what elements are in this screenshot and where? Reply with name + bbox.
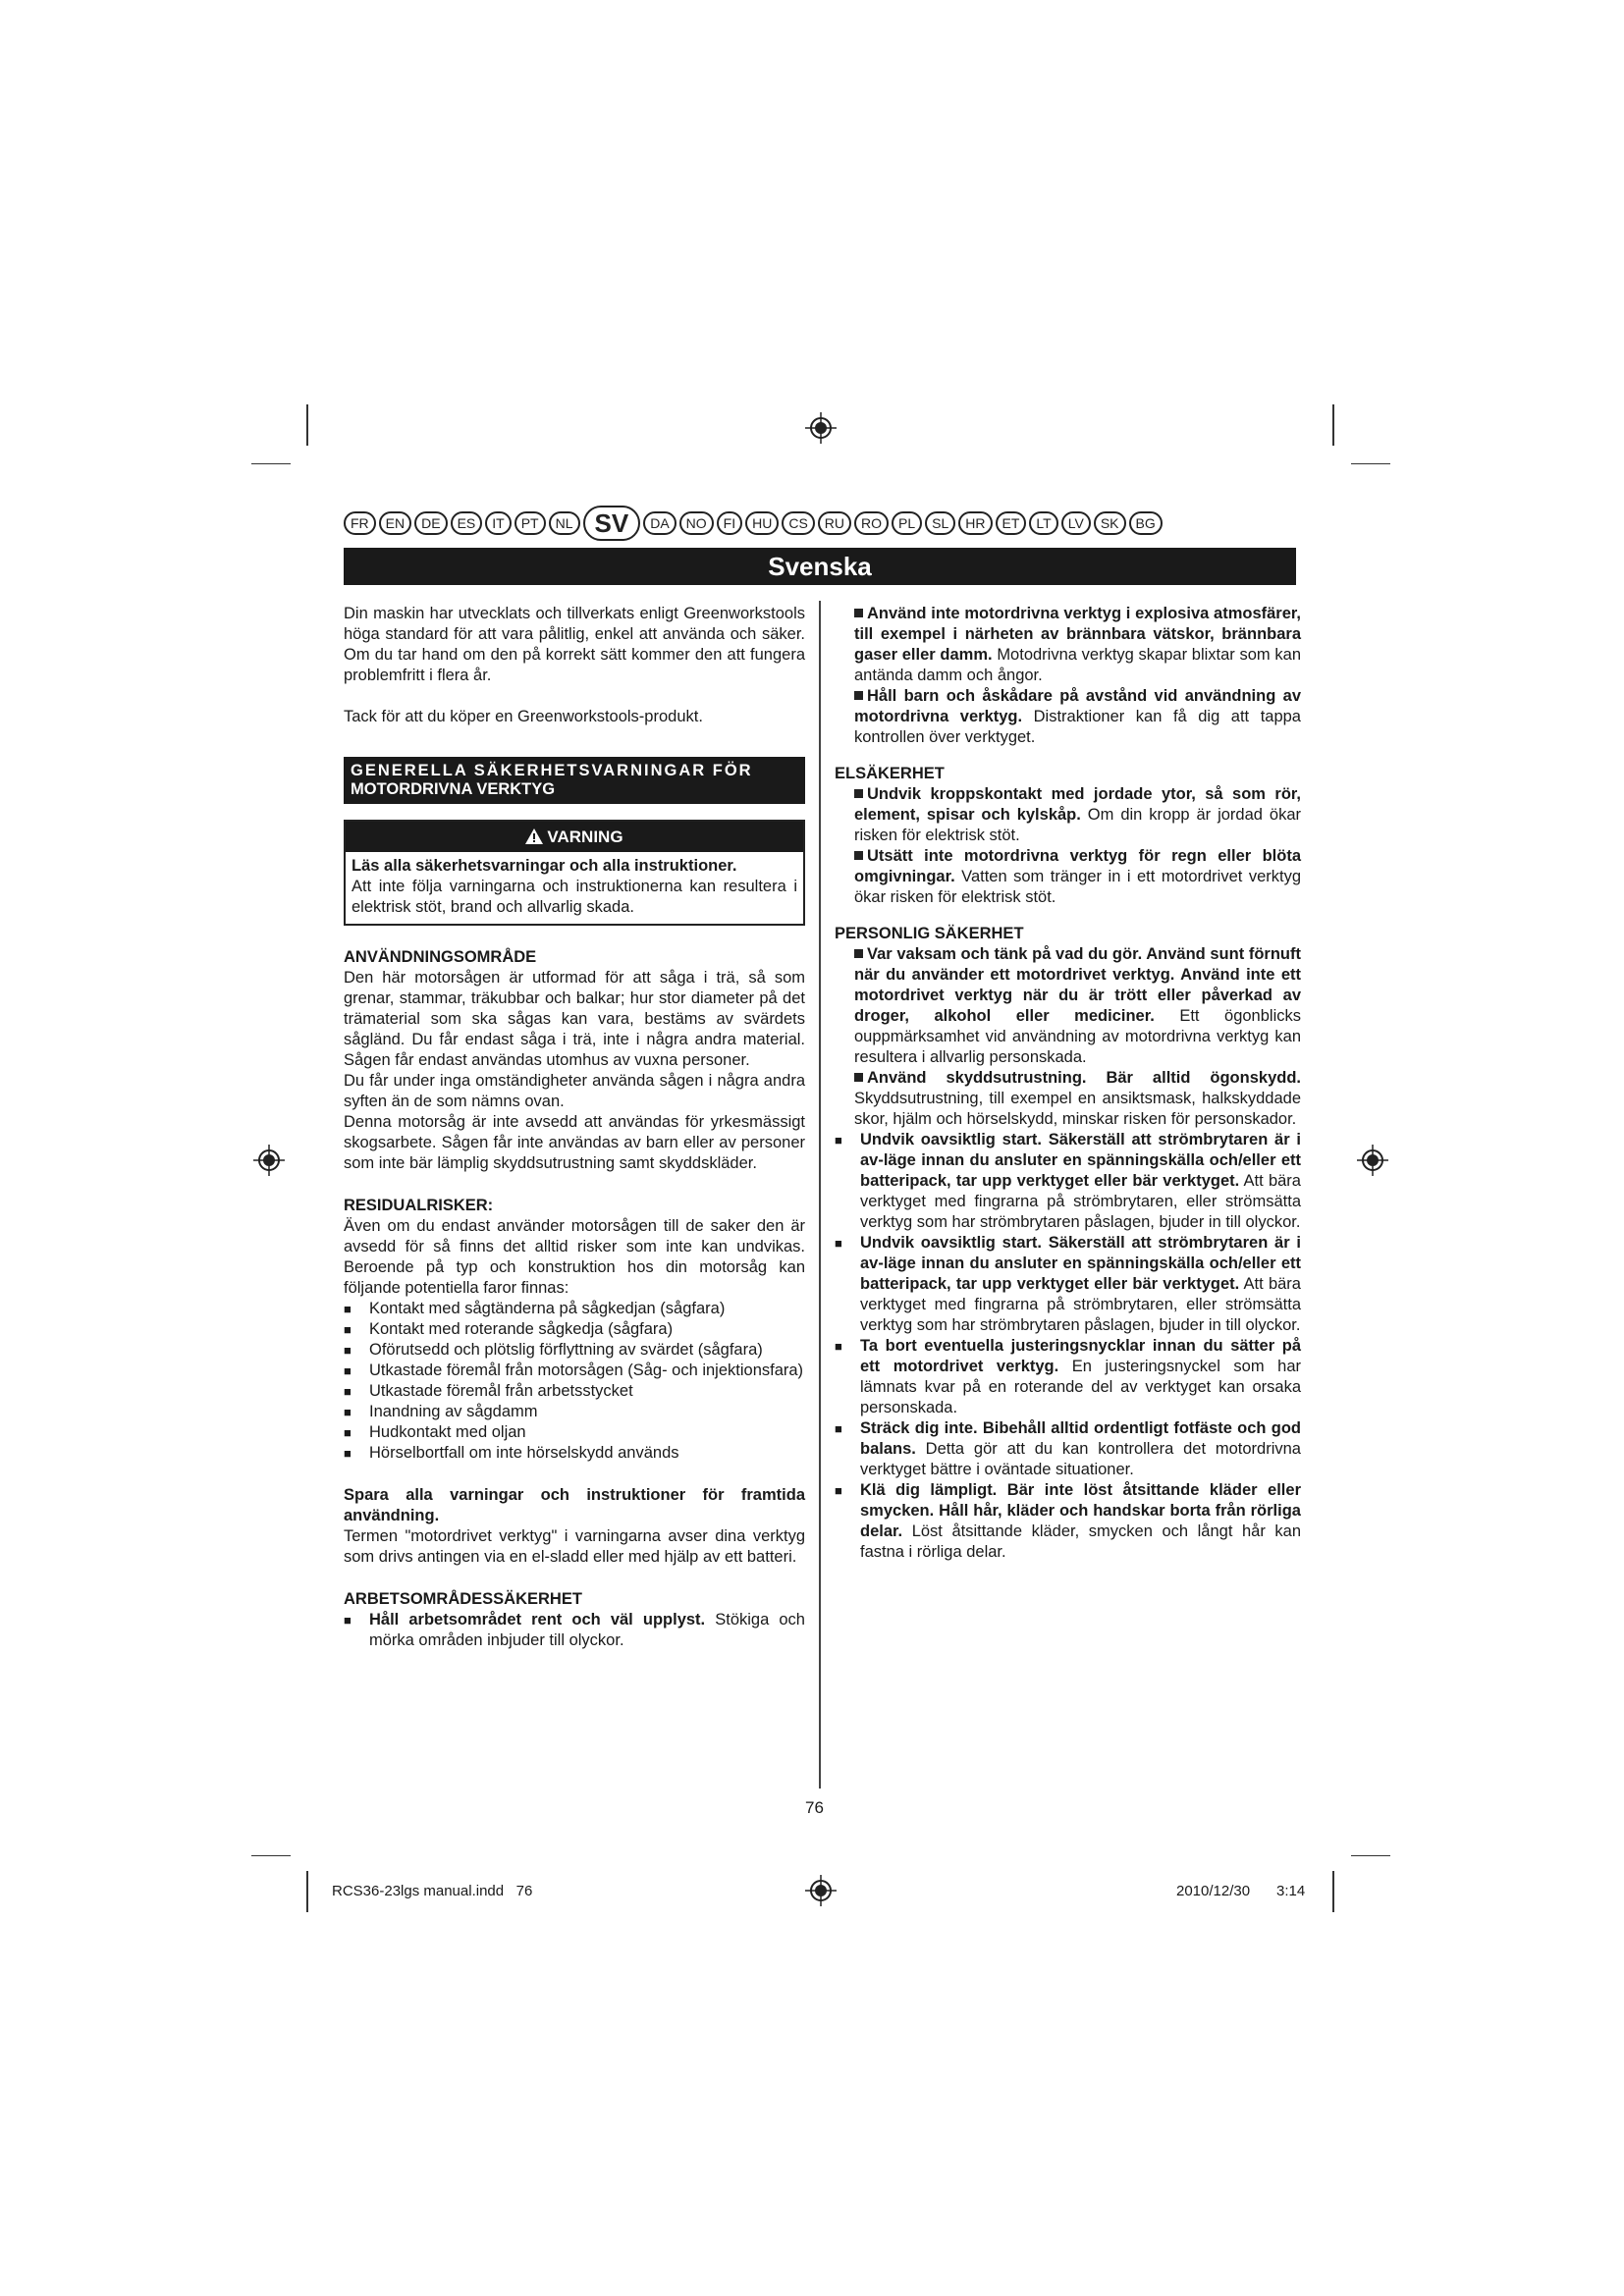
footer-file-name: RCS36-23lgs manual.indd 76 (332, 1883, 533, 1899)
item-bold: Var vaksam och tänk på vad du gör. Använd sunt förnuft när du använder ett motordrivet verktyg. Använd inte ett motordrivet verktyg när du är trött eller påverkad av droger, alkohol eller mediciner. (854, 945, 1301, 1025)
language-selector (344, 507, 1296, 540)
electrical-heading: ELSÄKERHET (835, 765, 945, 782)
bullet-icon: ■ (344, 1613, 352, 1628)
list-item (835, 846, 1301, 908)
language-tab[interactable]: HU (745, 511, 779, 535)
item-text: Om din kropp är jordad ökar risken för elektrisk stöt. (854, 806, 1301, 844)
right-column (835, 604, 1301, 1563)
bullet-icon: ■ (344, 1405, 352, 1419)
crop-mark (1351, 463, 1390, 464)
list-item (835, 1233, 1301, 1336)
bullet-icon: ■ (344, 1322, 352, 1337)
item-text: Distraktioner kan få dig att tappa kontrollen över verktyget. (854, 708, 1301, 746)
crop-mark (1351, 1855, 1390, 1856)
item-text: Att bära verktyget med fingrarna på strömbrytaren, eller strömsätta verktyg som har strömbrytaren påslagen, bjuder in till olyckor. (860, 1172, 1301, 1231)
list-item (835, 784, 1301, 846)
language-tab[interactable]: LV (1061, 511, 1091, 535)
registration-mark-icon (1357, 1145, 1388, 1176)
left-column (344, 604, 805, 1651)
bullet-icon (854, 691, 863, 700)
language-tab[interactable]: RU (818, 511, 851, 535)
bullet-icon: ■ (344, 1425, 352, 1440)
footer-date: 2010/12/30 (1176, 1883, 1251, 1899)
language-tab-active[interactable]: SV (583, 506, 641, 541)
registration-mark-icon (805, 1875, 837, 1906)
item-bold: Använd inte motordrivna verktyg i explosiva atmosfärer, till exempel i närheten av brännbara vätskor, brännbara gaser eller damm. (854, 605, 1301, 664)
list-item: ■ Kontakt med sågtänderna på sågkedjan (sågfara) (344, 1300, 726, 1317)
usage-heading: ANVÄNDNINGSOMRÅDE (344, 948, 537, 966)
item-text: En justeringsnyckel som har lämnats kvar på en roterande del av verktyget kan orsaka personskada. (860, 1358, 1301, 1416)
section-heading-line: MOTORDRIVNA VERKTYG (351, 780, 556, 798)
page-title: Svenska (344, 548, 1296, 585)
item-bold: Undvik kroppskontakt med jordade ytor, så som rör, element, spisar och kylskåp. (854, 785, 1301, 824)
language-tab[interactable]: RO (854, 511, 889, 535)
column-divider (819, 601, 821, 1789)
list-item (835, 1418, 1301, 1480)
language-tab[interactable]: EN (379, 511, 411, 535)
save-heading: Spara alla varningar och instruktioner för framtida användning. (344, 1486, 805, 1524)
list-item (835, 1336, 1301, 1418)
usage-paragraph: Den här motorsågen är utformad för att såga i trä, så som grenar, stammar, träkubbar och balkar; hur stor diameter på det trämaterial som ska sågas kan vara, bestäms av svärdets sågländ. Du får endast såga i trä, inte i några andra material. Sågen får endast användas utomhus av vuxna personer. (344, 969, 805, 1069)
bullet-icon (854, 851, 863, 860)
list-item: ■ Kontakt med roterande sågkedja (sågfara) (344, 1320, 674, 1338)
list-item: ■ Inandning av sågdamm (344, 1403, 538, 1420)
list-item (835, 1130, 1301, 1233)
warning-text: Att inte följa varningarna och instruktionerna kan resultera i elektrisk stöt, brand och allvarlig skada. (352, 878, 797, 916)
save-paragraph: Termen "motordrivet verktyg" i varningarna avser dina verktyg som drivs antingen via en el-sladd eller med hjälp av ett batteri. (344, 1527, 805, 1566)
bullet-icon: ■ (835, 1339, 842, 1354)
item-text: Att bära verktyget med fingrarna på strömbrytaren, eller strömsätta verktyg som har strömbrytaren påslagen, bjuder in till olyckor. (860, 1275, 1301, 1334)
registration-mark-icon (805, 412, 837, 444)
page-number: 76 (805, 1798, 824, 1817)
item-bold: Håll barn och åskådare på avstånd vid användning av motordrivna verktyg. (854, 687, 1301, 725)
bullet-icon: ■ (344, 1363, 352, 1378)
section-heading-bar (344, 757, 805, 804)
list-item (344, 1610, 805, 1651)
registration-mark-icon (253, 1145, 285, 1176)
item-text: Löst åtsittande kläder, smycken och långt hår kan fastna i rörliga delar. (860, 1522, 1301, 1561)
language-tab[interactable]: CS (782, 511, 814, 535)
language-tab[interactable]: DA (643, 511, 676, 535)
warning-triangle-icon (525, 828, 543, 844)
footer-time: 3:14 (1276, 1883, 1306, 1899)
item-text: Motodrivna verktyg skapar blixtar som kan antända damm och ångor. (854, 646, 1301, 684)
list-item (835, 1480, 1301, 1563)
language-tab[interactable]: FR (344, 511, 376, 535)
warning-header (346, 822, 803, 852)
language-tab[interactable]: DE (414, 511, 447, 535)
language-tab[interactable]: IT (485, 511, 511, 535)
language-tab[interactable]: NO (679, 511, 714, 535)
bullet-icon: ■ (344, 1302, 352, 1316)
crop-mark (306, 1871, 308, 1912)
item-text: Stökiga och mörka områden inbjuder till olyckor. (369, 1611, 805, 1649)
thanks-paragraph: Tack för att du köper en Greenworkstools-produkt. (344, 708, 703, 725)
warning-body (346, 852, 803, 924)
item-text: Skyddsutrustning, till exempel en ansiktsmask, halkskyddade skor, hjälm och hörselskydd, minskar risken för personskador. (854, 1090, 1301, 1128)
crop-mark (1332, 404, 1334, 446)
personal-safety-heading: PERSONLIG SÄKERHET (835, 925, 1024, 942)
item-text: Ett ögonblicks ouppmärksamhet vid användning av motordrivna verktyg kan resultera i allvarlig personskada. (854, 1007, 1301, 1066)
item-text: Vatten som tränger in i ett motordrivet verktyg ökar risken för elektrisk stöt. (854, 868, 1301, 906)
bullet-icon: ■ (344, 1343, 352, 1358)
language-tab[interactable]: PL (892, 511, 922, 535)
item-bold: Undvik oavsiktlig start. Säkerställ att strömbrytaren är i av-läge innan du ansluter en spänningskälla och/eller ett batteripack, tar upp verktyget eller bär verktyget. (860, 1131, 1301, 1190)
bullet-icon: ■ (835, 1421, 842, 1436)
work-area-heading: ARBETSOMRÅDESSÄKERHET (344, 1590, 582, 1608)
language-tab[interactable]: HR (958, 511, 992, 535)
language-tab[interactable]: BG (1129, 511, 1163, 535)
list-item (835, 944, 1301, 1068)
item-bold: Sträck dig inte. Bibehåll alltid ordentligt fotfäste och god balans. (860, 1419, 1301, 1458)
language-tab[interactable]: SK (1094, 511, 1126, 535)
item-bold: Utsätt inte motordrivna verktyg för regn eller blöta omgivningar. (854, 847, 1301, 885)
usage-paragraph: Du får under inga omständigheter använda sågen i några andra syften än de som nämns ovan. (344, 1072, 805, 1110)
list-item: ■ Hörselbortfall om inte hörselskydd används (344, 1444, 679, 1462)
warning-box (344, 820, 805, 926)
bullet-icon: ■ (835, 1133, 842, 1148)
warning-bold-text: Läs alla säkerhetsvarningar och alla instruktioner. (352, 857, 737, 875)
list-item (835, 686, 1301, 748)
warning-label: VARNING (547, 828, 623, 846)
residual-heading: RESIDUALRISKER: (344, 1197, 494, 1214)
list-item: ■ Utkastade föremål från arbetsstycket (344, 1382, 633, 1400)
list-item (835, 604, 1301, 686)
item-text: Detta gör att du kan kontrollera det motordrivna verktyget bättre i oväntade situationer. (860, 1440, 1301, 1478)
crop-mark (1332, 1871, 1334, 1912)
bullet-icon: ■ (835, 1236, 842, 1251)
residual-intro: Även om du endast använder motorsågen till de saker den är avsedd för så finns det alltid risker som inte kan undvikas. Beroende på typ och konstruktion hos din motorsåg kan följande potentiella faror finnas: (344, 1217, 805, 1297)
list-item: ■ Hudkontakt med oljan (344, 1423, 526, 1441)
section-heading-line: GENERELLA SÄKERHETSVARNINGAR FÖR (351, 762, 753, 779)
crop-mark (251, 1855, 291, 1856)
item-bold: Klä dig lämpligt. Bär inte löst åtsittande kläder eller smycken. Håll hår, kläder och handskar borta från rörliga delar. (860, 1481, 1301, 1540)
bullet-icon: ■ (835, 1483, 842, 1498)
language-tab[interactable]: ET (996, 511, 1027, 535)
intro-paragraph: Din maskin har utvecklats och tillverkats enligt Greenworkstools höga standard för att vara pålitlig, enkel att använda och säker. Om du tar hand om den på korrekt sätt kommer den att fungera problemfritt i flera år. (344, 605, 805, 684)
item-bold: Ta bort eventuella justeringsnycklar innan du sätter på ett motordrivet verktyg. (860, 1337, 1301, 1375)
crop-mark (306, 404, 308, 446)
bullet-icon (854, 609, 863, 617)
residual-list (344, 1299, 805, 1464)
bullet-icon (854, 789, 863, 798)
bullet-icon (854, 949, 863, 958)
language-tab[interactable]: LT (1029, 511, 1057, 535)
bullet-icon: ■ (344, 1384, 352, 1399)
language-tab[interactable]: FI (717, 511, 742, 535)
language-tab[interactable]: PT (514, 511, 546, 535)
language-tab[interactable]: SL (925, 511, 955, 535)
item-bold: Använd skyddsutrustning. Bär alltid ögonskydd. (867, 1069, 1301, 1087)
bullet-icon (854, 1073, 863, 1082)
language-tab[interactable]: NL (549, 511, 580, 535)
bullet-icon: ■ (344, 1446, 352, 1461)
language-tab[interactable]: ES (451, 511, 483, 535)
crop-mark (251, 463, 291, 464)
usage-paragraph: Denna motorsåg är inte avsedd att användas för yrkesmässigt skogsarbete. Sågen får inte användas av barn eller av personer som inte bär lämplig skyddsutrustning samt skyddskläder. (344, 1113, 805, 1172)
list-item (835, 1068, 1301, 1130)
list-item: ■ Oförutsedd och plötslig förflyttning av svärdet (sågfara) (344, 1341, 763, 1359)
item-bold: Håll arbetsområdet rent och väl upplyst. (369, 1611, 706, 1629)
list-item: ■ Utkastade föremål från motorsågen (Såg- och injektionsfara) (344, 1362, 804, 1379)
item-bold: Undvik oavsiktlig start. Säkerställ att strömbrytaren är i av-läge innan du ansluter en spänningskälla och/eller ett batteripack, tar upp verktyget eller bär verktyget. (860, 1234, 1301, 1293)
